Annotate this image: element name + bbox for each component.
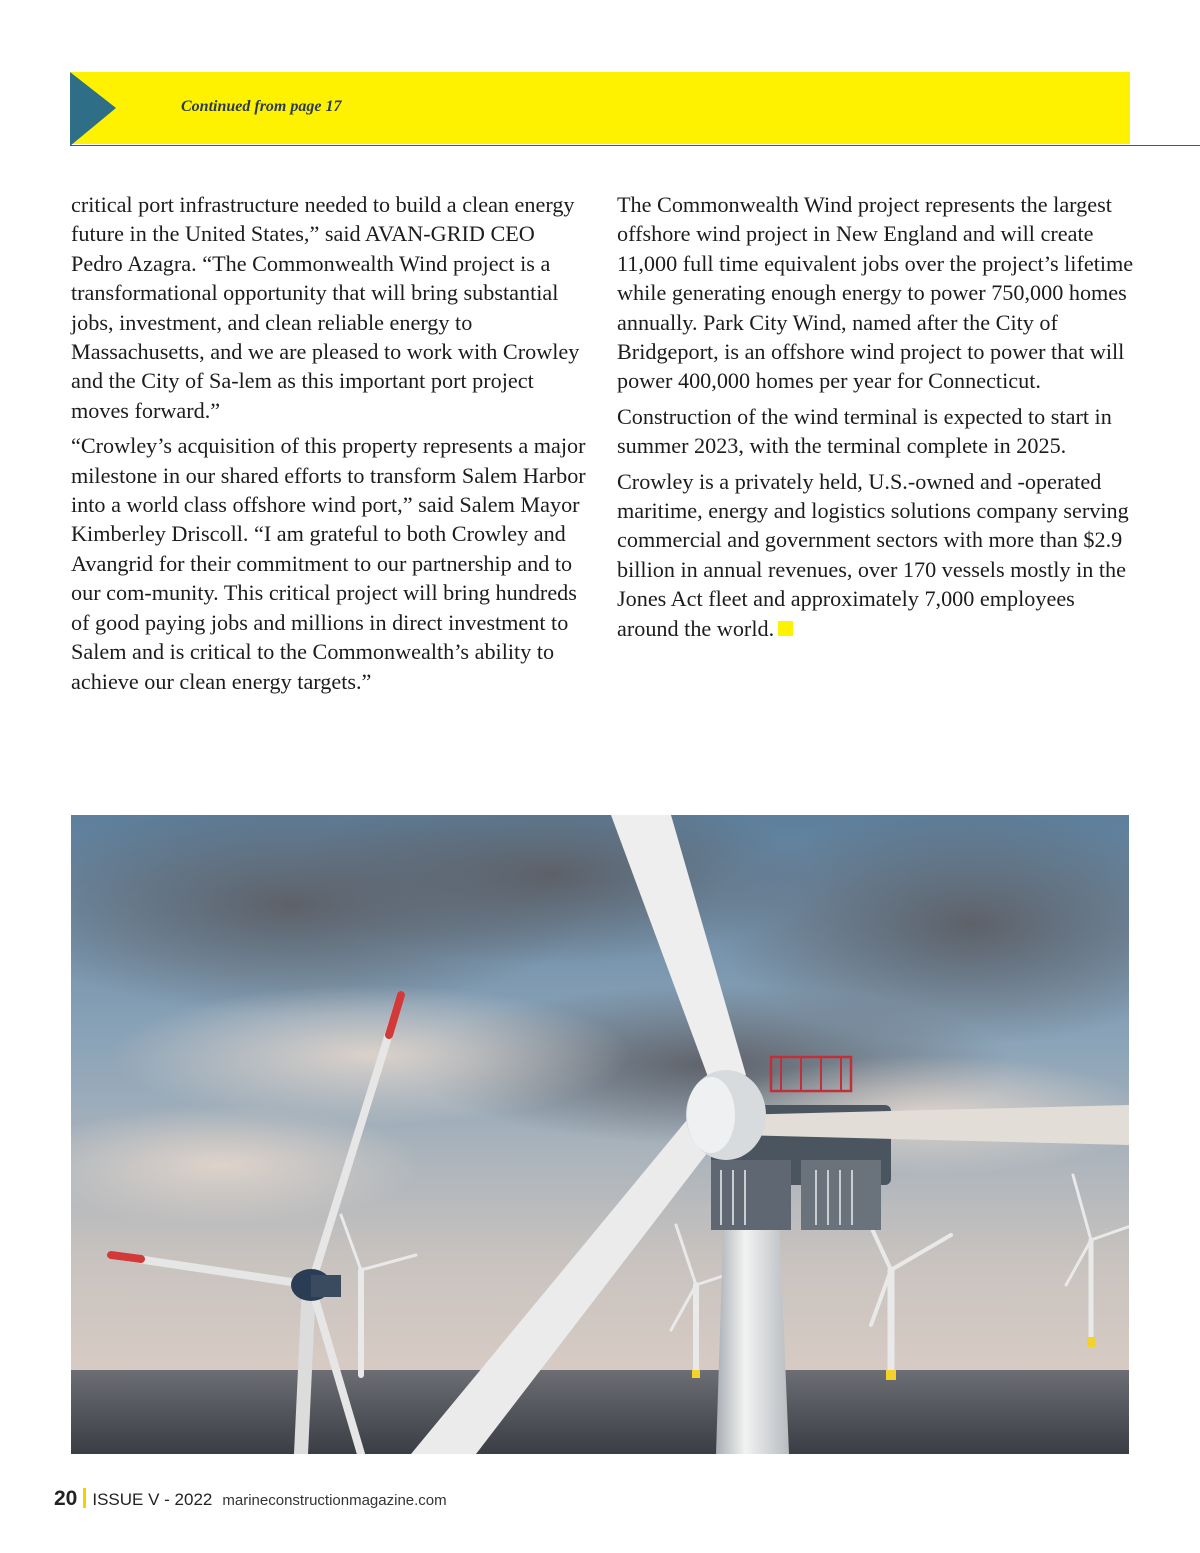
footer-separator [83,1488,86,1508]
chevron-arrow-icon [70,72,118,146]
header-divider [70,145,1200,146]
left-text-column [71,190,591,702]
right-paragraph-3 [617,467,1137,643]
website-link[interactable]: marineconstructionmagazine.com [222,1492,447,1509]
right-text-column [617,190,1137,649]
page-footer [54,1487,447,1517]
left-paragraph-2: “Crowley’s acquisition of this property represents a major milestone in our shared efforts to transform Salem Harbor into a world class offshore wind port,” said Salem Mayor Kimberley Driscoll. “I am grateful to both Crowley and Avangrid for their commitment to our partnership and to our com-munity. This critical project will bring hundreds of good paying jobs and millions in direct investment to Salem and is critical to the Commonwealth’s ability to achieve our clean energy targets.” [71,433,586,694]
issue-label: ISSUE V - 2022 [92,1490,213,1509]
right-paragraph-2: Construction of the wind terminal is expected to start in summer 2023, with the terminal complete in 2025. [617,403,1112,459]
continued-from-text: Continued from page 17 [181,98,342,115]
right-paragraph-1: The Commonwealth Wind project represents the largest offshore wind project in New England and will create 11,000 full time equivalent jobs over the project’s lifetime while generating enough energy to power 750,000 homes annually. Park City Wind, named after the City of Bridgeport, is an offshore wind project to power that will power 400,000 homes per year for Connecticut. [617,192,1134,394]
left-paragraph-1: critical port infrastructure needed to build a clean energy future in the United States,” said AVAN-GRID CEO Pedro Azagra. “The Commonwealth Wind project is a transformational opportunity that will bring substantial jobs, investment, and clean reliable energy to Massachusetts, and we are pleased to work with Crowley and the City of Sa-lem as this important port project moves forward.” [71,192,580,423]
end-of-article-mark [778,621,793,636]
wind-turbine-photo [71,815,1129,1454]
page-number: 20 [54,1487,78,1510]
right-paragraph-3-text: Crowley is a privately held, U.S.-owned and -operated maritime, energy and logistics solutions company serving commercial and government sectors with more than $2.9 billion in annual revenues, over 170 vessels mostly in the Jones Act fleet and approximately 7,000 employees around the world. [617,468,1129,641]
